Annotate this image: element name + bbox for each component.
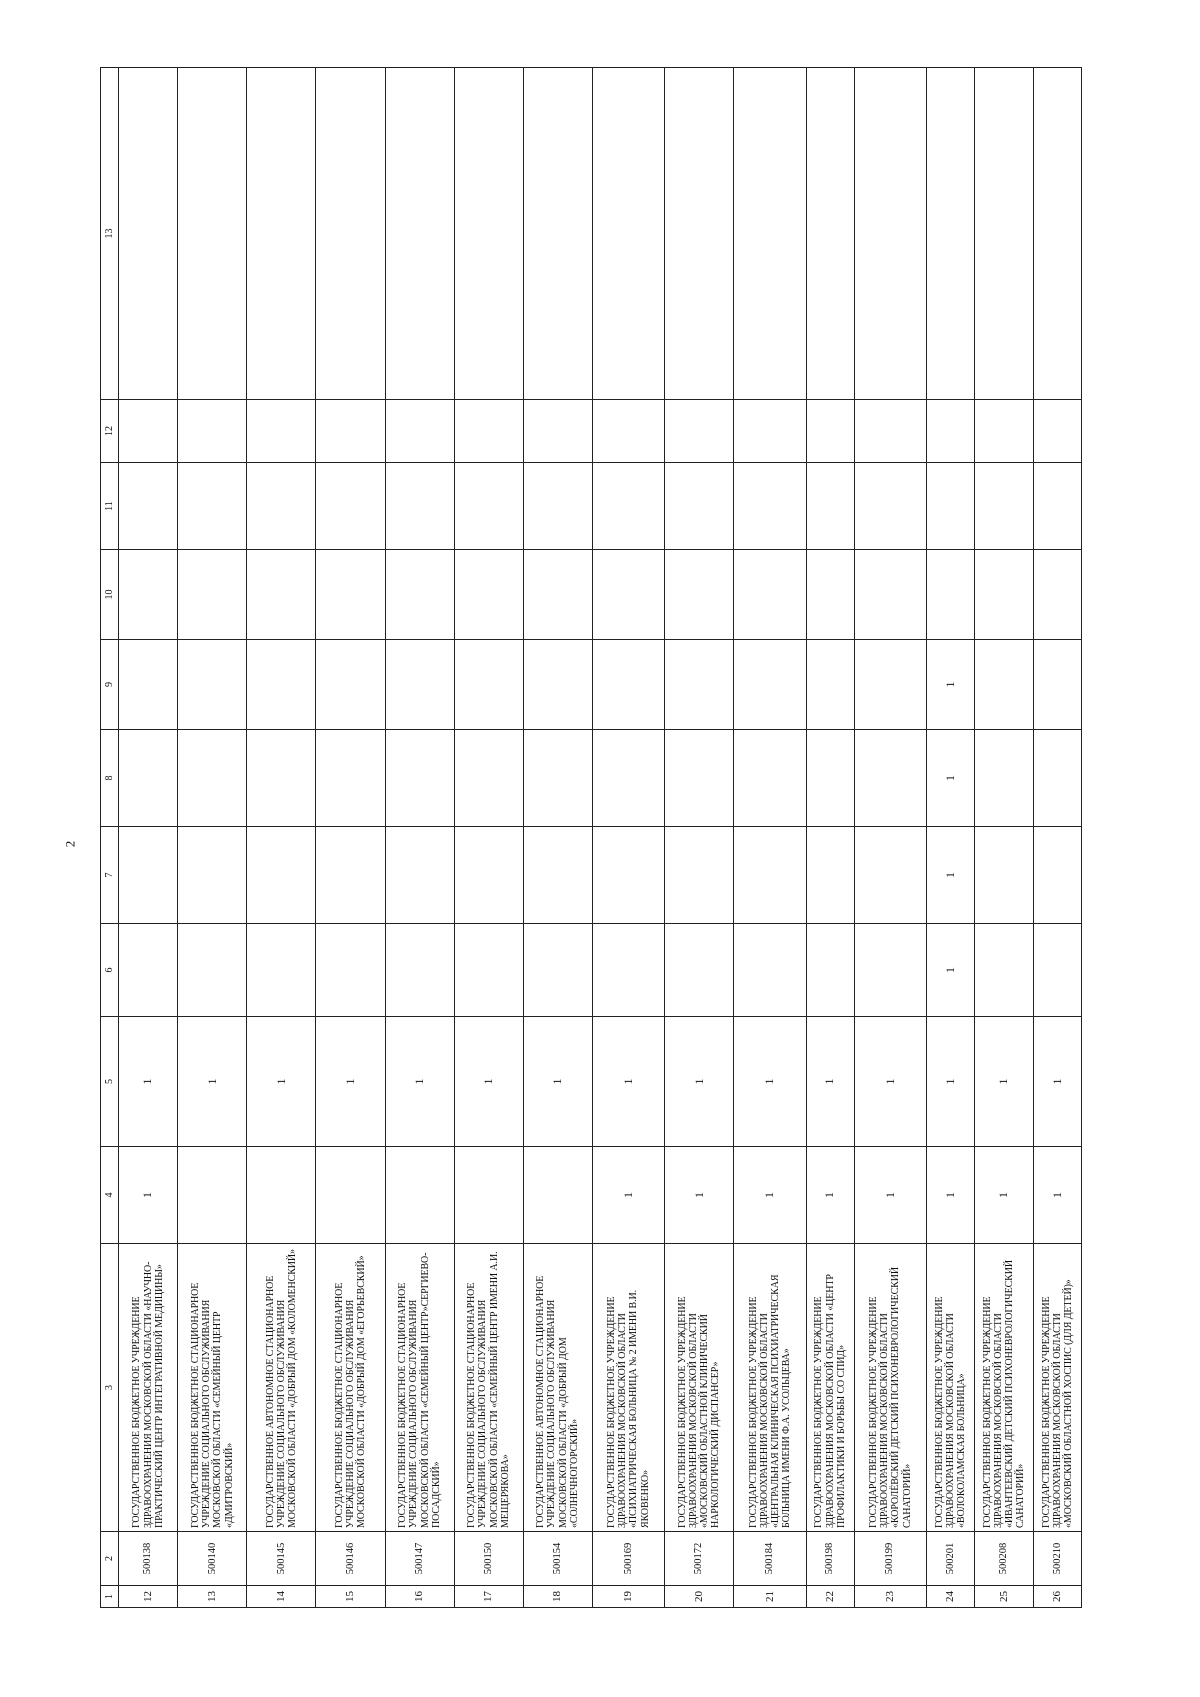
col-12-mark: [927, 400, 975, 463]
col-10-mark: [247, 550, 316, 640]
col-5-mark: 1: [592, 1017, 665, 1147]
col-11-mark: [1034, 463, 1082, 550]
col-7-mark: [523, 827, 592, 924]
row-number: 16: [385, 1586, 454, 1608]
col-5-mark: 1: [927, 1017, 975, 1147]
organization-code: 500172: [665, 1532, 734, 1586]
col-9-mark: [974, 640, 1034, 730]
col-12-mark: [316, 400, 385, 463]
col-6-mark: [316, 924, 385, 1017]
col-12-mark: [454, 400, 523, 463]
col-12-mark: [854, 400, 927, 463]
col-4-mark: 1: [734, 1147, 807, 1244]
col-9-mark: 1: [927, 640, 975, 730]
col-7-mark: [665, 827, 734, 924]
col-12-mark: [385, 400, 454, 463]
col-12-mark: [806, 400, 854, 463]
col-4-mark: 1: [1034, 1147, 1082, 1244]
col-12-mark: [1034, 400, 1082, 463]
col-4-mark: 1: [927, 1147, 975, 1244]
col-5-mark: 1: [854, 1017, 927, 1147]
row-number: 24: [927, 1586, 975, 1608]
col-4-mark: [454, 1147, 523, 1244]
organization-name: ГОСУДАРСТВЕННОЕ БЮДЖЕТНОЕ СТАЦИОНАРНОЕ УЧРЕЖДЕНИЕ СОЦИАЛЬНОГО ОБСЛУЖИВАНИЯ МОСКОВСКОЙ ОБЛАСТИ «СЕМЕЙНЫЙ ЦЕНТР»СЕРГИЕВО-ПОСАДСКИЙ»: [385, 1244, 454, 1532]
table-row: [385, 68, 454, 1608]
col-10-mark: [854, 550, 927, 640]
col-6-mark: [592, 924, 665, 1017]
row-number: 26: [1034, 1586, 1082, 1608]
row-number: 13: [178, 1586, 247, 1608]
organization-name: ГОСУДАРСТВЕННОЕ БЮДЖЕТНОЕ УЧРЕЖДЕНИЕ ЗДРАВООХРАНЕНИЯ МОСКОВСКОЙ ОБЛАСТИ «МОСКОВСКИЙ ОБЛАСТНОЙ ХОСПИС (ДЛЯ ДЕТЕЙ)»: [1034, 1244, 1082, 1532]
col-10-mark: [592, 550, 665, 640]
col-9-mark: [316, 640, 385, 730]
col-11-mark: [927, 463, 975, 550]
header-cell: 9: [101, 640, 119, 730]
col-13-mark: [854, 68, 927, 400]
col-13-mark: [665, 68, 734, 400]
col-10-mark: [974, 550, 1034, 640]
col-7-mark: [247, 827, 316, 924]
col-10-mark: [178, 550, 247, 640]
row-number: 12: [118, 1586, 178, 1608]
col-8-mark: [316, 730, 385, 827]
col-13-mark: [118, 68, 178, 400]
organization-name: ГОСУДАРСТВЕННОЕ АВТОНОМНОЕ СТАЦИОНАРНОЕ УЧРЕЖДЕНИЕ СОЦИАЛЬНОГО ОБСЛУЖИВАНИЯ МОСКОВСКОЙ ОБЛАСТИ «ДОБРЫЙ ДОМ «КОЛОМЕНСКИЙ»: [247, 1244, 316, 1532]
col-9-mark: [118, 640, 178, 730]
table-container: [100, 68, 1082, 1608]
col-8-mark: 1: [927, 730, 975, 827]
col-8-mark: [592, 730, 665, 827]
col-4-mark: 1: [592, 1147, 665, 1244]
col-6-mark: [385, 924, 454, 1017]
table-row: [178, 68, 247, 1608]
col-10-mark: [523, 550, 592, 640]
col-9-mark: [734, 640, 807, 730]
col-10-mark: [316, 550, 385, 640]
row-number: 20: [665, 1586, 734, 1608]
col-13-mark: [316, 68, 385, 400]
col-9-mark: [385, 640, 454, 730]
col-11-mark: [247, 463, 316, 550]
col-10-mark: [385, 550, 454, 640]
organization-name: ГОСУДАРСТВЕННОЕ БЮДЖЕТНОЕ УЧРЕЖДЕНИЕ ЗДРАВООХРАНЕНИЯ МОСКОВСКОЙ ОБЛАСТИ «ПСИХИАТРИЧЕСКАЯ БОЛЬНИЦА № 2 ИМЕНИ В.И. ЯКОВЕНКО»: [592, 1244, 665, 1532]
organization-code: 500154: [523, 1532, 592, 1586]
col-12-mark: [734, 400, 807, 463]
col-4-mark: 1: [974, 1147, 1034, 1244]
row-number: 23: [854, 1586, 927, 1608]
col-11-mark: [178, 463, 247, 550]
col-8-mark: [854, 730, 927, 827]
col-5-mark: 1: [665, 1017, 734, 1147]
row-number: 17: [454, 1586, 523, 1608]
col-7-mark: [385, 827, 454, 924]
table-row: [927, 68, 975, 1608]
organization-code: 500210: [1034, 1532, 1082, 1586]
col-12-mark: [178, 400, 247, 463]
col-6-mark: 1: [927, 924, 975, 1017]
header-cell: 1: [101, 1586, 119, 1608]
header-cell: 2: [101, 1532, 119, 1586]
table-row: [1034, 68, 1082, 1608]
col-8-mark: [118, 730, 178, 827]
col-11-mark: [454, 463, 523, 550]
col-13-mark: [454, 68, 523, 400]
col-5-mark: 1: [806, 1017, 854, 1147]
table-row: [806, 68, 854, 1608]
organization-code: 500146: [316, 1532, 385, 1586]
col-6-mark: [118, 924, 178, 1017]
col-4-mark: 1: [806, 1147, 854, 1244]
col-6-mark: [454, 924, 523, 1017]
col-8-mark: [665, 730, 734, 827]
header-cell: 12: [101, 400, 119, 463]
col-9-mark: [454, 640, 523, 730]
col-10-mark: [734, 550, 807, 640]
col-4-mark: [316, 1147, 385, 1244]
col-4-mark: [523, 1147, 592, 1244]
col-5-mark: 1: [523, 1017, 592, 1147]
table-row: [523, 68, 592, 1608]
col-11-mark: [665, 463, 734, 550]
col-11-mark: [974, 463, 1034, 550]
table-row: [316, 68, 385, 1608]
col-10-mark: [118, 550, 178, 640]
col-10-mark: [454, 550, 523, 640]
col-13-mark: [592, 68, 665, 400]
header-cell: 5: [101, 1017, 119, 1147]
col-6-mark: [523, 924, 592, 1017]
col-4-mark: [178, 1147, 247, 1244]
col-13-mark: [927, 68, 975, 400]
col-9-mark: [178, 640, 247, 730]
col-4-mark: 1: [665, 1147, 734, 1244]
organization-code: 500145: [247, 1532, 316, 1586]
header-cell: 13: [101, 68, 119, 400]
col-5-mark: 1: [734, 1017, 807, 1147]
col-5-mark: 1: [1034, 1017, 1082, 1147]
organization-name: ГОСУДАРСТВЕННОЕ БЮДЖЕТНОЕ СТАЦИОНАРНОЕ УЧРЕЖДЕНИЕ СОЦИАЛЬНОГО ОБСЛУЖИВАНИЯ МОСКОВСКОЙ ОБЛАСТИ «СЕМЕЙНЫЙ ЦЕНТР ИМЕНИ А.И. МЕЩЕРЯКОВА»: [454, 1244, 523, 1532]
organization-code: 500140: [178, 1532, 247, 1586]
col-8-mark: [1034, 730, 1082, 827]
header-cell: 10: [101, 550, 119, 640]
row-number: 14: [247, 1586, 316, 1608]
col-11-mark: [316, 463, 385, 550]
col-7-mark: [118, 827, 178, 924]
table-row: [118, 68, 178, 1608]
col-11-mark: [854, 463, 927, 550]
col-7-mark: 1: [927, 827, 975, 924]
table-row: [454, 68, 523, 1608]
col-7-mark: [178, 827, 247, 924]
table-row: [665, 68, 734, 1608]
col-4-mark: 1: [118, 1147, 178, 1244]
col-9-mark: [592, 640, 665, 730]
col-9-mark: [523, 640, 592, 730]
col-6-mark: [1034, 924, 1082, 1017]
col-12-mark: [523, 400, 592, 463]
organization-code: 500169: [592, 1532, 665, 1586]
col-11-mark: [523, 463, 592, 550]
col-7-mark: [1034, 827, 1082, 924]
table-row: [854, 68, 927, 1608]
row-number: 21: [734, 1586, 807, 1608]
col-4-mark: [247, 1147, 316, 1244]
col-8-mark: [178, 730, 247, 827]
col-5-mark: 1: [385, 1017, 454, 1147]
col-5-mark: 1: [316, 1017, 385, 1147]
organization-code: 500150: [454, 1532, 523, 1586]
organization-name: ГОСУДАРСТВЕННОЕ БЮДЖЕТНОЕ УЧРЕЖДЕНИЕ ЗДРАВООХРАНЕНИЯ МОСКОВСКОЙ ОБЛАСТИ «ИВАНТЕЕВСКИЙ ДЕТСКИЙ ПСИХОНЕВРОЛОГИЧЕСКИЙ САНАТОРИЙ»: [974, 1244, 1034, 1532]
row-number: 25: [974, 1586, 1034, 1608]
table-row: [592, 68, 665, 1608]
col-5-mark: 1: [454, 1017, 523, 1147]
col-6-mark: [178, 924, 247, 1017]
col-8-mark: [454, 730, 523, 827]
col-12-mark: [247, 400, 316, 463]
table-row: [247, 68, 316, 1608]
organization-name: ГОСУДАРСТВЕННОЕ БЮДЖЕТНОЕ УЧРЕЖДЕНИЕ ЗДРАВООХРАНЕНИЯ МОСКОВСКОЙ ОБЛАСТИ «ВОЛОКОЛАМСКАЯ БОЛЬНИЦА»: [927, 1244, 975, 1532]
header-cell: 7: [101, 827, 119, 924]
col-11-mark: [806, 463, 854, 550]
table-row: [734, 68, 807, 1608]
col-9-mark: [1034, 640, 1082, 730]
row-number: 19: [592, 1586, 665, 1608]
col-7-mark: [592, 827, 665, 924]
col-13-mark: [247, 68, 316, 400]
organization-name: ГОСУДАРСТВЕННОЕ БЮДЖЕТНОЕ УЧРЕЖДЕНИЕ ЗДРАВООХРАНЕНИЯ МОСКОВСКОЙ ОБЛАСТИ «ЦЕНТР ПРОФИЛАКТИКИ И БОРЬБЫ СО СПИД»: [806, 1244, 854, 1532]
col-12-mark: [665, 400, 734, 463]
col-6-mark: [665, 924, 734, 1017]
col-9-mark: [806, 640, 854, 730]
organization-code: 500201: [927, 1532, 975, 1586]
row-number: 15: [316, 1586, 385, 1608]
col-7-mark: [854, 827, 927, 924]
col-7-mark: [806, 827, 854, 924]
col-13-mark: [734, 68, 807, 400]
col-9-mark: [854, 640, 927, 730]
page-number: 2: [62, 840, 78, 848]
organization-code: 500184: [734, 1532, 807, 1586]
col-10-mark: [665, 550, 734, 640]
col-8-mark: [523, 730, 592, 827]
col-6-mark: [854, 924, 927, 1017]
col-10-mark: [806, 550, 854, 640]
col-12-mark: [974, 400, 1034, 463]
col-8-mark: [247, 730, 316, 827]
organization-name: ГОСУДАРСТВЕННОЕ БЮДЖЕТНОЕ СТАЦИОНАРНОЕ УЧРЕЖДЕНИЕ СОЦИАЛЬНОГО ОБСЛУЖИВАНИЯ МОСКОВСКОЙ ОБЛАСТИ «ДОБРЫЙ ДОМ «ЕГОРЬЕВСКИЙ»: [316, 1244, 385, 1532]
col-5-mark: 1: [974, 1017, 1034, 1147]
col-10-mark: [1034, 550, 1082, 640]
organization-name: ГОСУДАРСТВЕННОЕ БЮДЖЕТНОЕ СТАЦИОНАРНОЕ УЧРЕЖДЕНИЕ СОЦИАЛЬНОГО ОБСЛУЖИВАНИЯ МОСКОВСКОЙ ОБЛАСТИ «СЕМЕЙНЫЙ ЦЕНТР «ДМИТРОВСКИЙ»: [178, 1244, 247, 1532]
col-12-mark: [118, 400, 178, 463]
col-4-mark: [385, 1147, 454, 1244]
organization-code: 500208: [974, 1532, 1034, 1586]
col-6-mark: [247, 924, 316, 1017]
col-5-mark: 1: [178, 1017, 247, 1147]
col-4-mark: 1: [854, 1147, 927, 1244]
col-9-mark: [247, 640, 316, 730]
col-13-mark: [974, 68, 1034, 400]
col-7-mark: [734, 827, 807, 924]
col-11-mark: [734, 463, 807, 550]
organization-name: ГОСУДАРСТВЕННОЕ АВТОНОМНОЕ СТАЦИОНАРНОЕ УЧРЕЖДЕНИЕ СОЦИАЛЬНОГО ОБСЛУЖИВАНИЯ МОСКОВСКОЙ ОБЛАСТИ «ДОБРЫЙ ДОМ «СОЛНЕЧНОГОРСКИЙ»: [523, 1244, 592, 1532]
organization-code: 500199: [854, 1532, 927, 1586]
col-8-mark: [734, 730, 807, 827]
header-cell: 3: [101, 1244, 119, 1532]
col-7-mark: [454, 827, 523, 924]
header-cell: 6: [101, 924, 119, 1017]
col-7-mark: [974, 827, 1034, 924]
col-13-mark: [385, 68, 454, 400]
header-row: [101, 68, 119, 1608]
header-cell: 4: [101, 1147, 119, 1244]
header-cell: 11: [101, 463, 119, 550]
col-8-mark: [385, 730, 454, 827]
table-row: [974, 68, 1034, 1608]
organization-name: ГОСУДАРСТВЕННОЕ БЮДЖЕТНОЕ УЧРЕЖДЕНИЕ ЗДРАВООХРАНЕНИЯ МОСКОВСКОЙ ОБЛАСТИ «КОРОЛЁВСКИЙ ДЕТСКИЙ ПСИХОНЕВРОЛОГИЧЕСКИЙ САНАТОРИЙ»: [854, 1244, 927, 1532]
organization-name: ГОСУДАРСТВЕННОЕ БЮДЖЕТНОЕ УЧРЕЖДЕНИЕ ЗДРАВООХРАНЕНИЯ МОСКОВСКОЙ ОБЛАСТИ «ЦЕНТРАЛЬНАЯ КЛИНИЧЕСКАЯ ПСИХИАТРИЧЕСКАЯ БОЛЬНИЦА ИМЕНИ Ф.А. УСОЛЬЦЕВА»: [734, 1244, 807, 1532]
col-13-mark: [523, 68, 592, 400]
col-12-mark: [592, 400, 665, 463]
col-13-mark: [178, 68, 247, 400]
organization-code: 500138: [118, 1532, 178, 1586]
col-13-mark: [806, 68, 854, 400]
col-6-mark: [734, 924, 807, 1017]
organization-name: ГОСУДАРСТВЕННОЕ БЮДЖЕТНОЕ УЧРЕЖДЕНИЕ ЗДРАВООХРАНЕНИЯ МОСКОВСКОЙ ОБЛАСТИ «НАУЧНО-ПРАКТИЧЕСКИЙ ЦЕНТР ИНТЕГРАТИВНОЙ МЕДИЦИНЫ»: [118, 1244, 178, 1532]
col-6-mark: [806, 924, 854, 1017]
col-5-mark: 1: [247, 1017, 316, 1147]
col-8-mark: [974, 730, 1034, 827]
col-8-mark: [806, 730, 854, 827]
col-13-mark: [1034, 68, 1082, 400]
row-number: 18: [523, 1586, 592, 1608]
row-number: 22: [806, 1586, 854, 1608]
col-9-mark: [665, 640, 734, 730]
organization-code: 500198: [806, 1532, 854, 1586]
organization-name: ГОСУДАРСТВЕННОЕ БЮДЖЕТНОЕ УЧРЕЖДЕНИЕ ЗДРАВООХРАНЕНИЯ МОСКОВСКОЙ ОБЛАСТИ «МОСКОВСКИЙ ОБЛАСТНОЙ КЛИНИЧЕСКИЙ НАРКОЛОГИЧЕСКИЙ ДИСПАНСЕР»: [665, 1244, 734, 1532]
col-6-mark: [974, 924, 1034, 1017]
col-11-mark: [385, 463, 454, 550]
organization-code: 500147: [385, 1532, 454, 1586]
data-table: [100, 67, 1082, 1608]
col-10-mark: [927, 550, 975, 640]
header-cell: 8: [101, 730, 119, 827]
col-11-mark: [592, 463, 665, 550]
col-7-mark: [316, 827, 385, 924]
col-5-mark: 1: [118, 1017, 178, 1147]
col-11-mark: [118, 463, 178, 550]
